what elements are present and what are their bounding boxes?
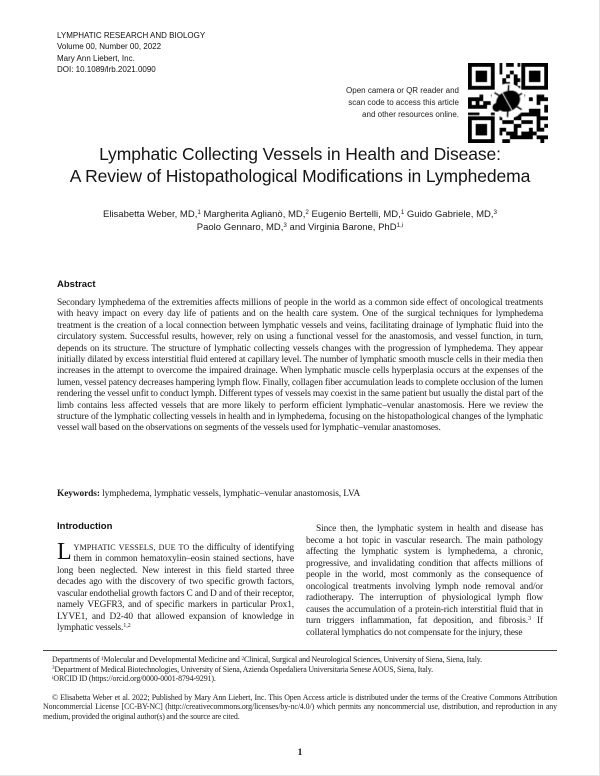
affiliation-2: $^3$Department of Medical Biotechnologies, University of Siena, Azienda Ospedaliera Universitaria Senese AOUS, Siena, Italy. (52, 664, 433, 674)
introduction-heading: Introduction (57, 521, 113, 532)
qr-caption-line: and other resources online. (362, 110, 459, 119)
license-text: © Elisabetta Weber et al. 2022; Published by Mary Ann Liebert, Inc. This Open Access article is distributed under the terms of the Creative Commons Attribution Noncommercial License [CC-BY-NC] (http://creativecommons.org/licenses/by-nc/4.0/) which permits any noncommercial use, distribution, and reproduction in any medium, provided the original author(s) and the source are cited. (43, 692, 557, 721)
qr-caption-line: Open camera or QR reader and (346, 86, 459, 95)
footnotes (43, 655, 557, 722)
author-line2: Paolo Gennaro, MD,$^3$ and Virginia Barone, PhD$^{1,i}$ (196, 221, 404, 233)
journal-publisher: Mary Ann Liebert, Inc. (57, 53, 135, 63)
keywords-text: lymphedema, lymphatic vessels, lymphatic–venular anastomosis, LVA (99, 489, 361, 499)
page-number: 1 (297, 748, 303, 758)
dropcap-letter: L (57, 538, 72, 565)
keywords-label: Keywords: (57, 489, 100, 499)
affiliation-1: Departments of $^1$Molecular and Developmental Medicine and $^2$Clinical, Surgical and Neurological Sciences, University of Siena, Siena, Italy. (52, 655, 482, 664)
qr-caption (346, 85, 459, 121)
journal-doi: DOI: 10.1089/lrb.2021.0090 (57, 65, 156, 75)
lead-smallcaps: YMPHATIC VESSELS, DUE TO (73, 542, 190, 552)
introduction-paragraph-1 (57, 538, 294, 635)
introduction-column-right (306, 524, 543, 639)
author-list (0, 209, 600, 234)
footnote-divider (43, 650, 557, 651)
orcid-note: $^i$ORCID ID (https://orcid.org/0000-0001-8794-9291). (52, 674, 216, 684)
qr-code-icon (468, 63, 548, 143)
introduction-column-left (57, 521, 294, 635)
article-title-line2: A Review of Histopathological Modifications in Lymphedema (69, 166, 531, 186)
qr-block (346, 63, 548, 143)
introduction-paragraph-1-rest: the difficulty of identifying them in common hematoxylin–eosin stained sections, have long been neglected. New interest in this field started three decades ago with the discovery of two specific growth factors, vascular endothelial growth factors C and D and of their receptor, namely VEGFR3, and of specific markers in particular Prox1, LYVE1, and D2-40 that allowed expansion of knowledge in lymphatic vessels.$^{1,2}$ (57, 542, 294, 633)
qr-caption-line: scan code to access this article (348, 98, 459, 107)
article-title (0, 143, 600, 187)
introduction-paragraph-2: Since then, the lymphatic system in health and disease has become a hot topic in vascular research. The main pathology affecting the lymphatic system is lymphedema, a chronic, progressive, and invalidating condition that affects millions of people in the world, most commonly as the consequence of oncological treatments involving lymph node removal and/or radiotherapy. The interruption of physiological lymph flow causes the accumulation of a protein-rich interstitial fluid that in turn triggers inflammation, fat deposition, and fibrosis.$^3$ If collateral lymphatics do not compensate for the injury, these (306, 524, 543, 638)
abstract-heading: Abstract (57, 279, 96, 290)
abstract-text: Secondary lymphedema of the extremities affects millions of people in the world as a common side effect of oncological treatments with heavy impact on every day life of patients and on the health care system. One of the surgical techniques for lymphedema treatment is the creation of a local connection between lymphatic vessels and veins, facilitating drainage of lymphatic fluid into the circulatory system. Successful results, however, rely on using a functional vessel for the anastomosis, and vessel function, in turn, depends on its structure. The structure of lymphatic collecting vessels changes with the progression of lymphedema. They appear initially dilated by excess interstitial fluid entered at capillary level. The number of lymphatic smooth muscle cells in their media then increases in the attempt to overcome the impaired drainage. When lymphatic muscle cells hyperplasia occurs at the expenses of the lumen, vessel patency decreases hampering lymph flow. Finally, collagen fiber accumulation leads to complete occlusion of the lumen rendering the vessel unfit to conduct lymph. Different types of vessels may coexist in the same patient but usually the distal part of the limb contains less affected vessels that are more likely to perform efficient lymphatic–venular anastomosis. Here we review the structure of the lymphatic collecting vessels in health and in lymphedema, focusing on the histopathological changes of the lymphatic vessel wall based on the observations on segments of the vessels used for lymphatic–venular anastomoses. (57, 298, 543, 434)
article-title-line1: Lymphatic Collecting Vessels in Health and Disease: (99, 144, 501, 164)
journal-name: LYMPHATIC RESEARCH AND BIOLOGY (57, 31, 206, 40)
journal-masthead (57, 30, 205, 76)
journal-volume: Volume 00, Number 00, 2022 (57, 42, 162, 52)
author-line1: Elisabetta Weber, MD,$^1$ Margherita Aglianò, MD,$^2$ Eugenio Bertelli, MD,$^1$ Guido Gabriele, MD,$^3$ (103, 209, 497, 220)
keywords-line (57, 489, 543, 499)
